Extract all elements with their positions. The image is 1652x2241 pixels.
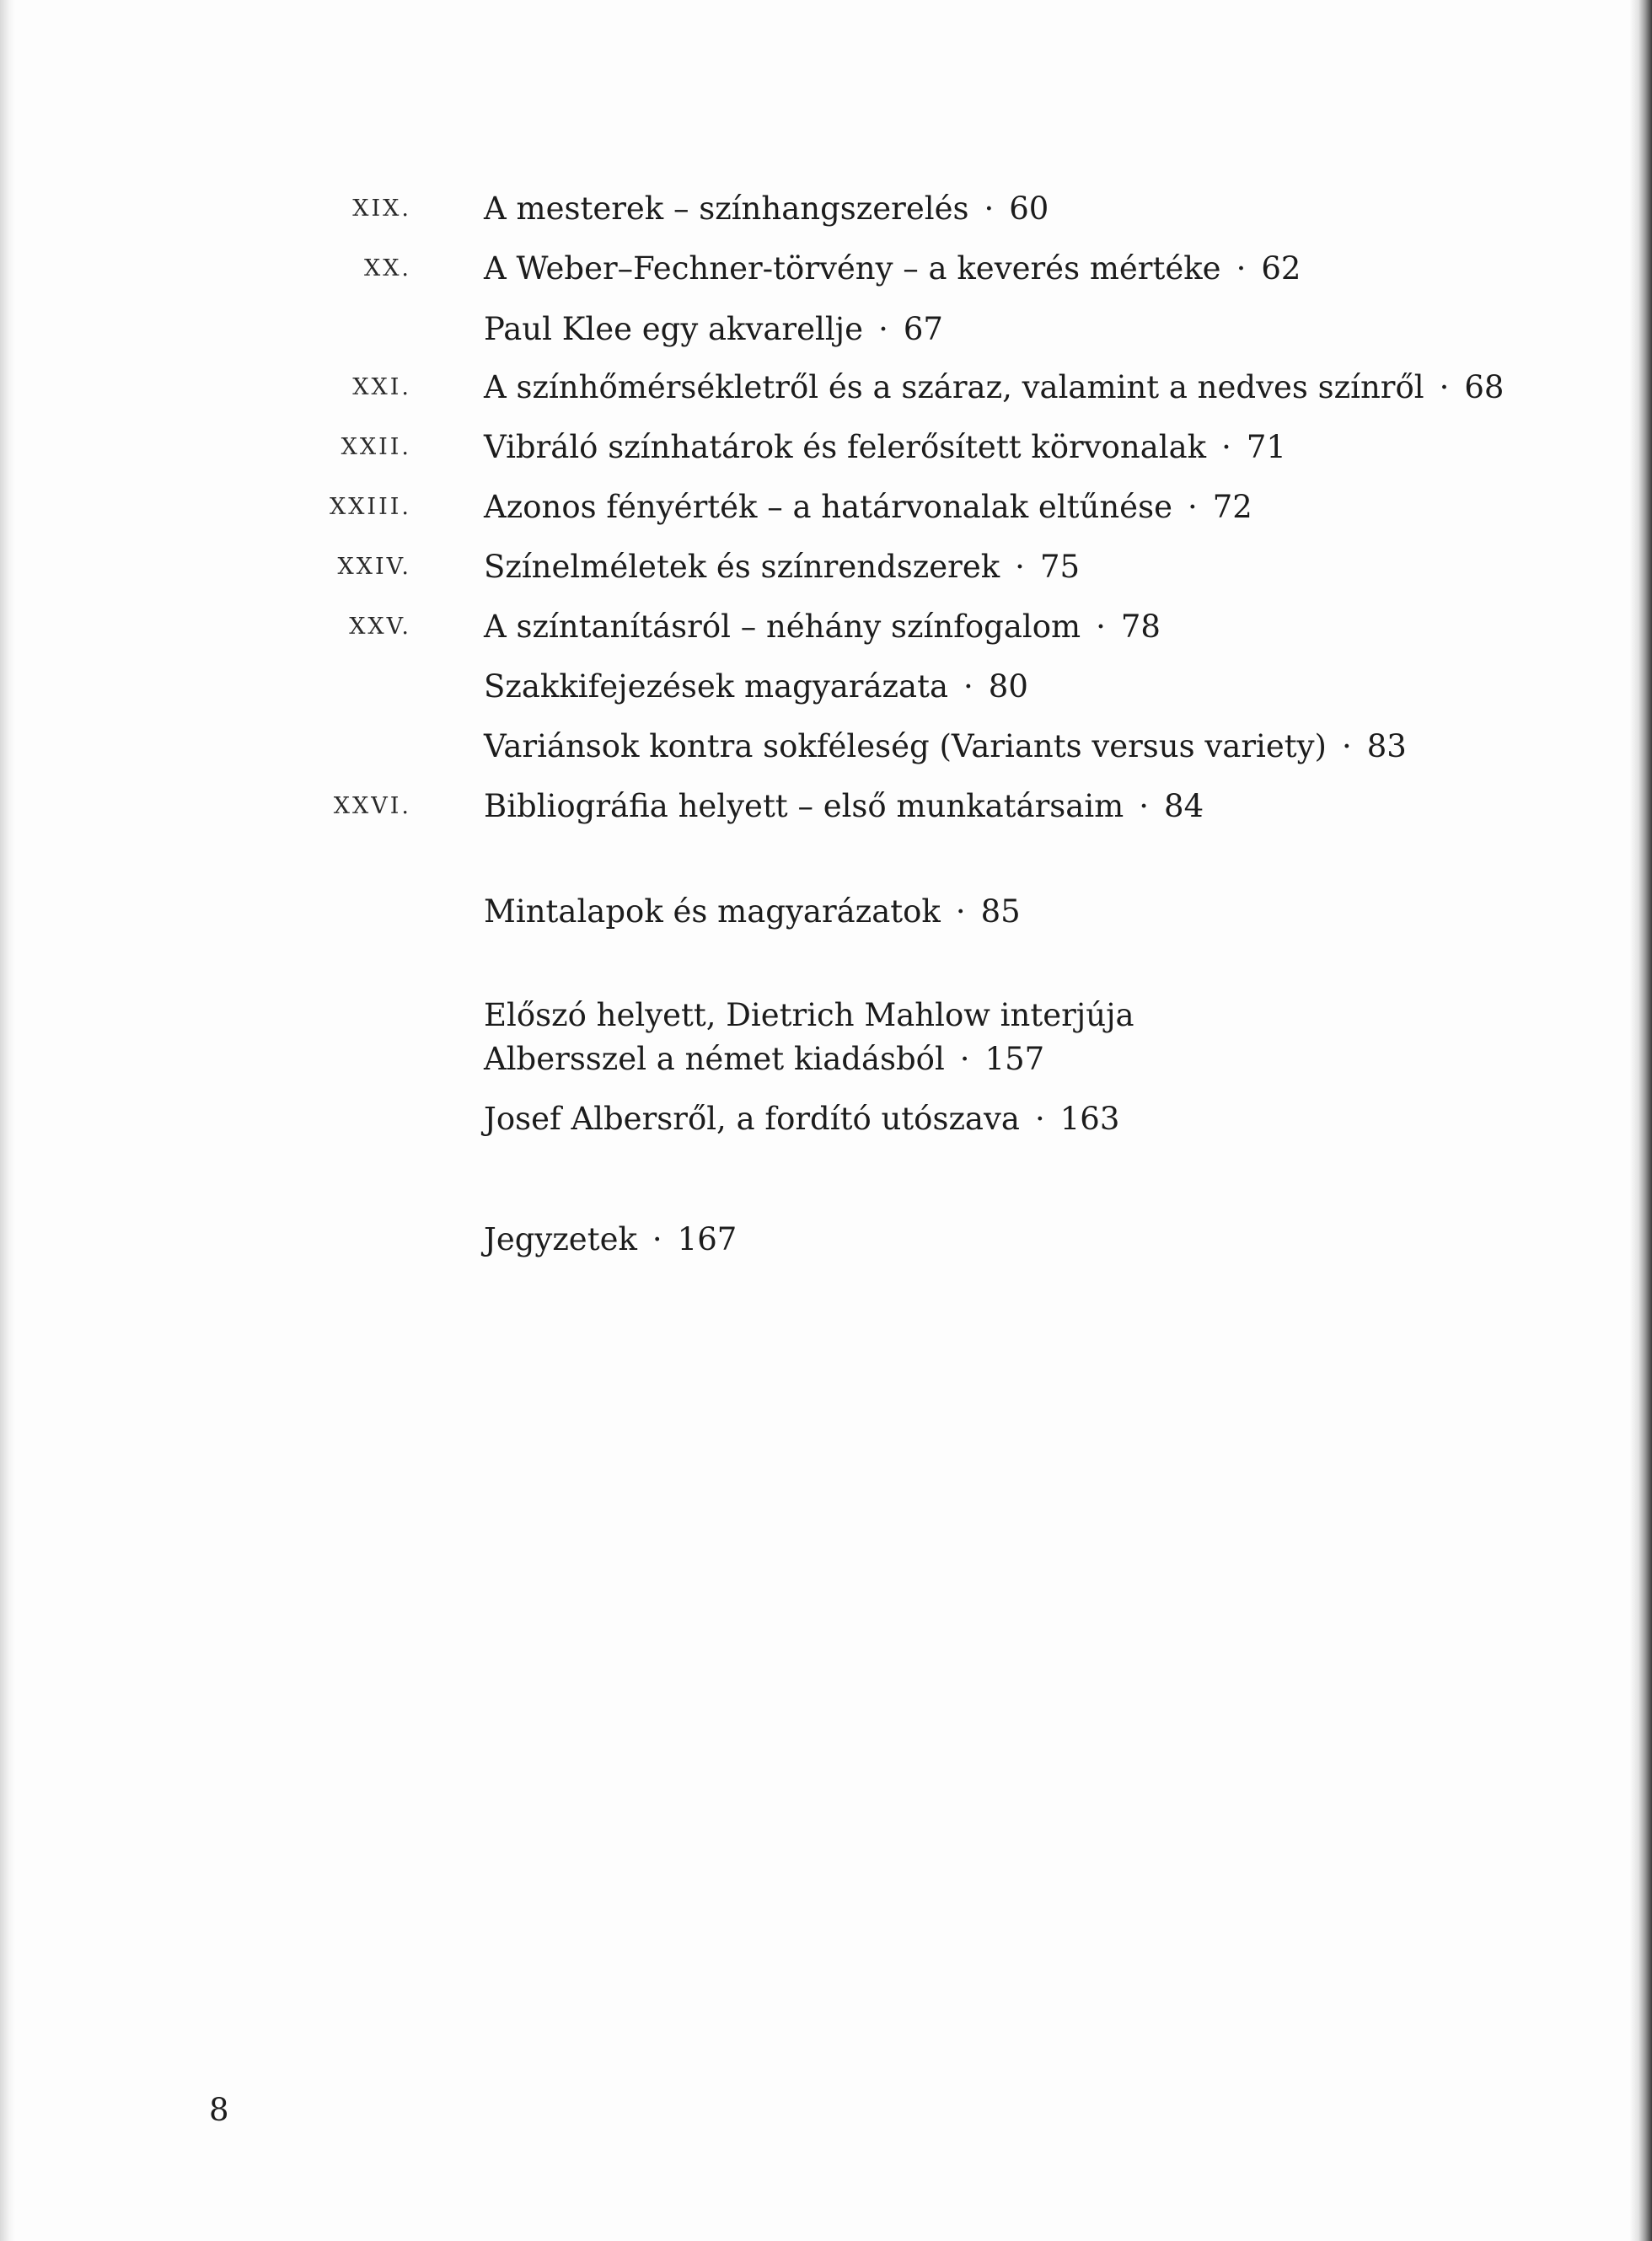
- separator-dot: ·: [1187, 489, 1198, 525]
- entry-page: 85: [980, 893, 1021, 930]
- toc-entry: [0, 1094, 1652, 1145]
- chapter-numeral: XXII.: [341, 434, 411, 460]
- separator-dot: ·: [878, 311, 888, 347]
- entry-title: Színelméletek és színrendszerek: [484, 549, 1000, 585]
- toc-entry: [0, 602, 1652, 652]
- separator-dot: ·: [1034, 1101, 1045, 1137]
- chapter-numeral: XXIV.: [337, 554, 411, 580]
- entry-page: 68: [1464, 369, 1504, 405]
- entry-page: 80: [988, 668, 1028, 705]
- toc-entry: [0, 542, 1652, 592]
- entry-title: Josef Albersről, a fordító utószava: [484, 1101, 1020, 1137]
- chapter-numeral: XIX.: [352, 196, 411, 222]
- toc-entry: [0, 781, 1652, 832]
- separator-dot: ·: [1221, 429, 1231, 465]
- entry-page: 157: [984, 1041, 1045, 1077]
- entry-title: Szakkifejezések magyarázata: [484, 668, 949, 705]
- chapter-numeral: XX.: [363, 255, 411, 281]
- entry-title: Variánsok kontra sokféleség (Variants versus variety): [484, 728, 1327, 764]
- toc-entry: [0, 1034, 1652, 1085]
- toc-entry: [0, 422, 1652, 473]
- separator-dot: ·: [1341, 728, 1352, 764]
- toc-entry: [0, 721, 1652, 772]
- entry-title: A színhőmérsékletről és a száraz, valamint a nedves színről: [484, 369, 1424, 405]
- entry-page: 72: [1212, 489, 1252, 525]
- entry-title: Előszó helyett, Dietrich Mahlow interjúja: [484, 997, 1134, 1033]
- chapter-numeral: XXI.: [352, 374, 411, 400]
- separator-dot: ·: [955, 893, 966, 930]
- entry-title: Azonos fényérték – a határvonalak eltűnése: [484, 489, 1172, 525]
- separator-dot: ·: [1439, 369, 1450, 405]
- chapter-numeral: XXV.: [349, 614, 411, 640]
- entry-page: 83: [1366, 728, 1407, 764]
- entry-page: 75: [1039, 549, 1081, 585]
- separator-dot: ·: [1015, 549, 1025, 585]
- separator-dot: ·: [1139, 788, 1150, 824]
- separator-dot: ·: [963, 668, 974, 705]
- toc-entry: [0, 482, 1652, 533]
- entry-page: 71: [1246, 429, 1286, 465]
- separator-dot: ·: [1236, 250, 1247, 287]
- entry-title: Jegyzetek: [484, 1221, 637, 1257]
- entry-title: Mintalapok és magyarázatok: [484, 893, 941, 930]
- entry-title: Bibliográfia helyett – első munkatársaim: [484, 788, 1124, 824]
- entry-title: Paul Klee egy akvarellje: [484, 311, 864, 347]
- toc-entry: [0, 990, 1652, 1041]
- toc-entry: [0, 244, 1652, 294]
- entry-page: 78: [1120, 609, 1161, 645]
- entry-page: 167: [677, 1221, 738, 1257]
- toc-entry: [0, 1214, 1652, 1265]
- separator-dot: ·: [652, 1221, 662, 1257]
- entry-page: 62: [1261, 250, 1301, 287]
- chapter-numeral: XXVI.: [333, 793, 411, 819]
- toc-entry: [0, 662, 1652, 712]
- entry-title: A mesterek – színhangszerelés: [484, 190, 969, 227]
- entry-title: A Weber–Fechner-törvény – a keverés mértéke: [484, 250, 1221, 287]
- chapter-numeral: XXIII.: [329, 494, 411, 520]
- separator-dot: ·: [984, 190, 995, 227]
- entry-page: 84: [1164, 788, 1204, 824]
- entry-page: 163: [1059, 1101, 1120, 1137]
- toc-entry: [0, 304, 1652, 355]
- entry-title: Vibráló színhatárok és felerősített körvonalak: [484, 429, 1207, 465]
- entry-title: A színtanításról – néhány színfogalom: [484, 609, 1081, 645]
- toc-entry: [0, 887, 1652, 937]
- toc-entry: [0, 362, 1652, 413]
- entry-page: 60: [1009, 190, 1049, 227]
- toc-entry: [0, 184, 1652, 234]
- entry-page: 67: [903, 311, 943, 347]
- separator-dot: ·: [959, 1041, 970, 1077]
- page-number: 8: [209, 2092, 229, 2128]
- entry-title: Albersszel a német kiadásból: [484, 1041, 945, 1077]
- separator-dot: ·: [1096, 609, 1106, 645]
